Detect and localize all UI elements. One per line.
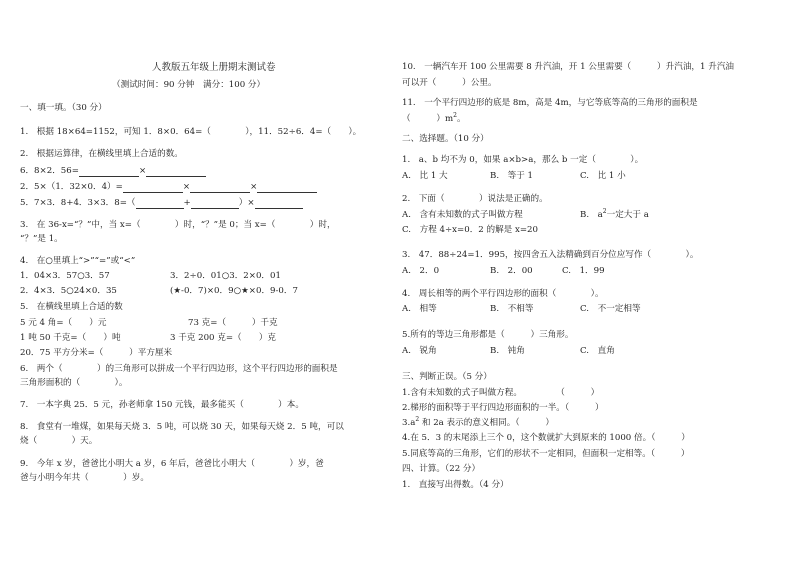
question-8-line-2: 烧（ ）天。 <box>20 436 98 446</box>
choice-2-option-c[interactable]: C. 方程 4÷x=0．2 的解是 x=20 <box>402 225 538 235</box>
option-b-text: B. a <box>580 210 603 220</box>
q11-answer-blank: （ ）m <box>402 114 454 124</box>
choice-4: 4. 周长相等的两个平行四边形的面积（ ）。 <box>402 289 604 299</box>
q2a-expression: 6．8×2．56= <box>20 166 79 176</box>
choice-1-option-c[interactable]: C. 比 1 小 <box>580 171 626 181</box>
question-5a-right: 73 克=（ ）千克 <box>188 318 278 328</box>
question-5c: 20．75 平方分米=（ ）平方厘米 <box>20 348 173 358</box>
choice-2-option-a[interactable]: A. 含有未知数的式子叫做方程 <box>402 210 523 220</box>
question-5b-left: 1 吨 50 千克=（ ）吨 <box>20 333 121 343</box>
operator: × <box>138 166 147 176</box>
operator: × <box>250 182 258 192</box>
q2b-expression: 2．5×（1．32×0．4）= <box>20 182 123 192</box>
choice-4-option-a[interactable]: A. 相等 <box>402 304 437 314</box>
judge-3 <box>402 418 554 429</box>
judge-1: 1.含有未知数的式子叫做方程。 （ ） <box>402 388 600 398</box>
question-9-line-1: 9. 今年 x 岁，爸爸比小明大 a 岁，6 年后，爸爸比小明大（ ）岁，爸 <box>20 459 324 469</box>
superscript: 2 <box>415 416 420 424</box>
question-3-line-1: 3. 在 36-x=“？”中，当 x=（ ）时，“？”是 0；当 x=（ ）时， <box>20 220 336 230</box>
question-2b <box>20 182 317 193</box>
question-5a-left: 5 元 4 角=（ ）元 <box>20 318 107 328</box>
choice-5-option-c[interactable]: C. 直角 <box>580 346 615 356</box>
question-4b-right: (★-0．7)×0．9○★×0．9-0．7 <box>170 286 298 296</box>
question-5: 5. 在横线里填上合适的数 <box>20 302 123 312</box>
blank[interactable] <box>255 199 303 209</box>
question-11-line-1: 11. 一个平行四边形的底是 8m，高是 4m，与它等底等高的三角形的面积是 <box>402 98 698 108</box>
section-choice: 二、选择题。（10 分） <box>402 134 489 144</box>
choice-3-option-b[interactable]: B. 2．00 <box>490 266 533 276</box>
blank[interactable] <box>146 167 206 177</box>
choice-3: 3. 47．88÷24=1．995，按四舍五入法精确到百分位应写作（ ）。 <box>402 250 699 260</box>
question-4b-left: 2．4×3．5○24×0．35 <box>20 286 117 296</box>
blank[interactable] <box>190 183 250 193</box>
question-2c <box>20 198 303 209</box>
choice-2: 2. 下面（ ）说法是正确的。 <box>402 194 548 204</box>
question-2: 2. 根据运算律，在横线里填上合适的数。 <box>20 149 183 159</box>
choice-3-option-c[interactable]: C. 1．99 <box>562 266 605 276</box>
superscript: 2 <box>453 112 457 120</box>
section-fill-in: 一、填一填。（30 分） <box>20 103 107 113</box>
choice-1: 1. a、b 均不为 0，如果 a×b>a，那么 b 一定（ ）。 <box>402 155 644 165</box>
question-7: 7. 一本字典 25．5 元，孙老师拿 150 元钱，最多能买（ ）本。 <box>20 400 304 410</box>
judge-5: 5.同底等高的三角形，它们的形状不一定相同，但面积一定相等。（ ） <box>402 449 690 459</box>
section-true-false: 三、判断正误。（5 分） <box>402 372 492 382</box>
operator: ）× <box>238 198 255 208</box>
question-9-line-2: 爸与小明今年共（ ）岁。 <box>20 473 149 483</box>
question-4a-right: 3．2÷0．01○3．2×0．01 <box>170 271 281 281</box>
question-2a <box>20 166 206 177</box>
choice-4-option-c[interactable]: C. 不一定相等 <box>580 304 641 314</box>
blank[interactable] <box>257 183 317 193</box>
blank[interactable] <box>191 199 239 209</box>
question-8-line-1: 8. 食堂有一堆煤，如果每天烧 3．5 吨，可以烧 30 天，如果每天烧 2．5 吨，可以 <box>20 422 344 432</box>
choice-5: 5.所有的等边三角形都是（ ）三角形。 <box>402 330 574 340</box>
choice-4-option-b[interactable]: B. 不相等 <box>490 304 534 314</box>
superscript: 2 <box>602 208 607 216</box>
question-4: 4. 在○里填上“>”“=”或“<” <box>20 256 136 266</box>
question-6-line-2: 三角形面积的（ ）。 <box>20 378 128 388</box>
blank[interactable] <box>123 183 183 193</box>
judge-3-text: 3.a <box>402 418 416 428</box>
question-1: 1. 根据 18×64=1152，可知 1．8×0．64=（ ），11．52÷6．4=（ ）。 <box>20 127 362 137</box>
choice-1-option-a[interactable]: A. 比 1 大 <box>402 171 448 181</box>
question-4a-left: 1．04×3．57○3．57 <box>20 271 110 281</box>
judge-2: 2.梯形的面积等于平行四边形面积的一半。（ ） <box>402 403 604 413</box>
question-11-line-2 <box>402 114 466 125</box>
q2c-expression: 5．7×3．8+4．3×3．8=（ <box>20 198 136 208</box>
choice-1-option-b[interactable]: B. 等于 1 <box>490 171 534 181</box>
operator: × <box>182 182 191 192</box>
question-10-line-1: 10. 一辆汽车开 100 公里需要 8 升汽油，开 1 公里需要（ ）升汽油，1 升汽油 <box>402 62 735 72</box>
choice-3-option-a[interactable]: A. 2．0 <box>402 266 440 276</box>
choice-2-option-b[interactable] <box>580 210 649 221</box>
question-10-line-2: 可以开（ ）公里。 <box>402 78 497 88</box>
exam-info: （测试时间：90 分钟 满分：100 分） <box>112 80 266 90</box>
blank[interactable] <box>136 199 184 209</box>
section-calculation: 四、计算。（22 分） <box>402 464 481 474</box>
judge-4: 4.在 5．3 的末尾添上三个 0，这个数就扩大到原来的 1000 倍。（ ） <box>402 433 690 443</box>
q11-period: 。 <box>456 114 466 124</box>
choice-5-option-b[interactable]: B. 钝角 <box>490 346 525 356</box>
exam-title: 人教版五年级上册期末测试卷 <box>152 62 276 73</box>
calculation-question-1: 1. 直接写出得数。（4 分） <box>402 480 509 490</box>
choice-5-option-a[interactable]: A. 锐角 <box>402 346 437 356</box>
question-5b-right: 3 千克 200 克=（ ）克 <box>170 333 277 343</box>
judge-3-text: 和 2a 表示的意义相同。（ ） <box>419 418 554 428</box>
question-6-line-1: 6. 两个（ ）的三角形可以拼成一个平行四边形，这个平行四边形的面积是 <box>20 364 338 374</box>
question-3-line-2: “？”是 1。 <box>20 234 63 244</box>
option-b-text: 一定大于 a <box>606 210 649 220</box>
blank[interactable] <box>79 167 139 177</box>
operator: + <box>183 198 191 208</box>
